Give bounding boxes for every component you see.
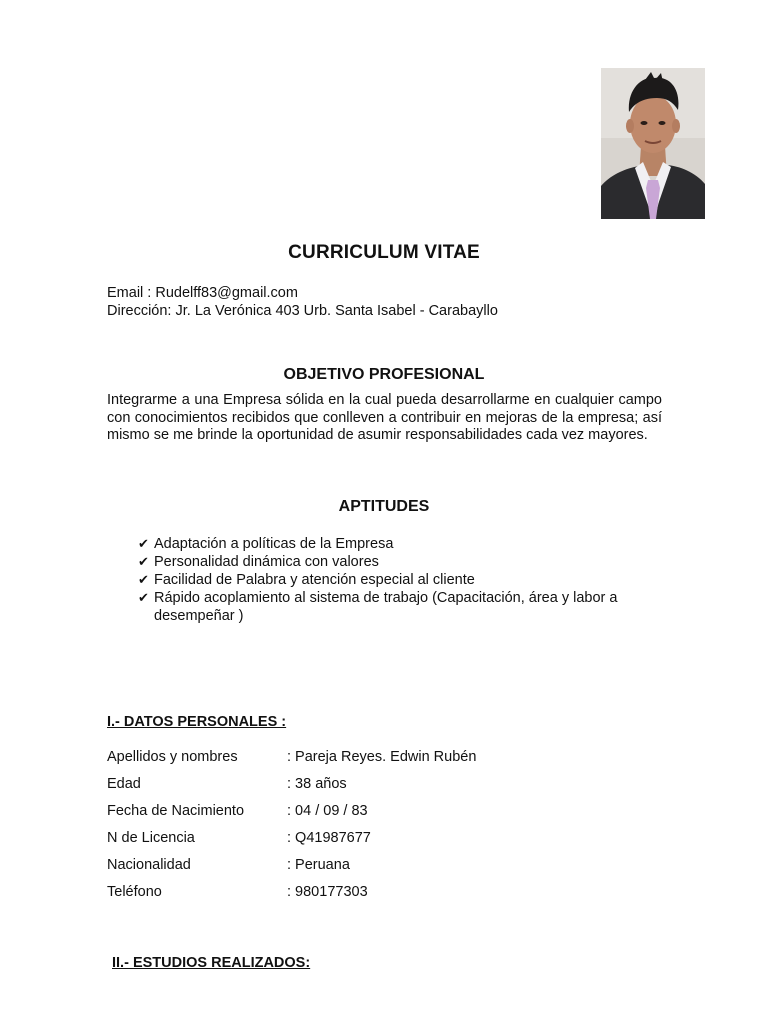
checkmark-icon: ✔ [138,554,149,569]
aptitudes-list [138,535,658,625]
field-value: : Peruana [287,857,350,873]
field-label: Fecha de Nacimiento [107,803,245,819]
list-item [138,589,658,625]
field-label: Edad [107,776,141,792]
contact-block [107,284,498,320]
field-label: Nacionalidad [107,857,191,873]
checkmark-icon: ✔ [138,590,149,605]
field-value: : Q41987677 [287,830,371,846]
field-value: : 38 años [287,776,347,792]
checkmark-icon: ✔ [138,572,149,587]
field-label: Teléfono [107,884,162,900]
studies-heading: II.- ESTUDIOS REALIZADOS: [112,955,311,971]
aptitude-text: Facilidad de Palabra y atención especial al cliente [154,572,475,588]
profile-photo [601,68,705,219]
address-line: Dirección: Jr. La Verónica 403 Urb. Santa Isabel - Carabayllo [107,303,498,319]
checkmark-icon: ✔ [138,536,149,551]
objective-text: Integrarme a una Empresa sólida en la cual pueda desarrollarme en cualquier campo con conocimientos recibidos que conlleven a contribuir en mejoras de la empresa; así mismo se me brinde la oportunidad de asumir responsabilidades cada vez mayores. [107,392,662,443]
field-label: Apellidos y nombres [107,749,238,765]
list-item [138,571,658,589]
field-value: : 980177303 [287,884,368,900]
aptitude-text: Adaptación a políticas de la Empresa [154,536,394,552]
aptitude-text: Personalidad dinámica con valores [154,554,379,570]
list-item [138,553,658,571]
aptitudes-heading: APTITUDES [338,498,430,515]
field-value: : 04 / 09 / 83 [287,803,368,819]
field-label: N de Licencia [107,830,195,846]
list-item [138,535,658,553]
aptitude-text: Rápido acoplamiento al sistema de trabajo (Capacitación, área y labor a desempeñar ) [154,590,618,624]
personal-data-heading: I.- DATOS PERSONALES : [107,714,287,730]
document-title: CURRICULUM VITAE [288,242,480,263]
objective-heading: OBJETIVO PROFESIONAL [283,366,485,383]
email-line: Email : Rudelff83@gmail.com [107,285,298,301]
field-value: : Pareja Reyes. Edwin Rubén [287,749,477,765]
